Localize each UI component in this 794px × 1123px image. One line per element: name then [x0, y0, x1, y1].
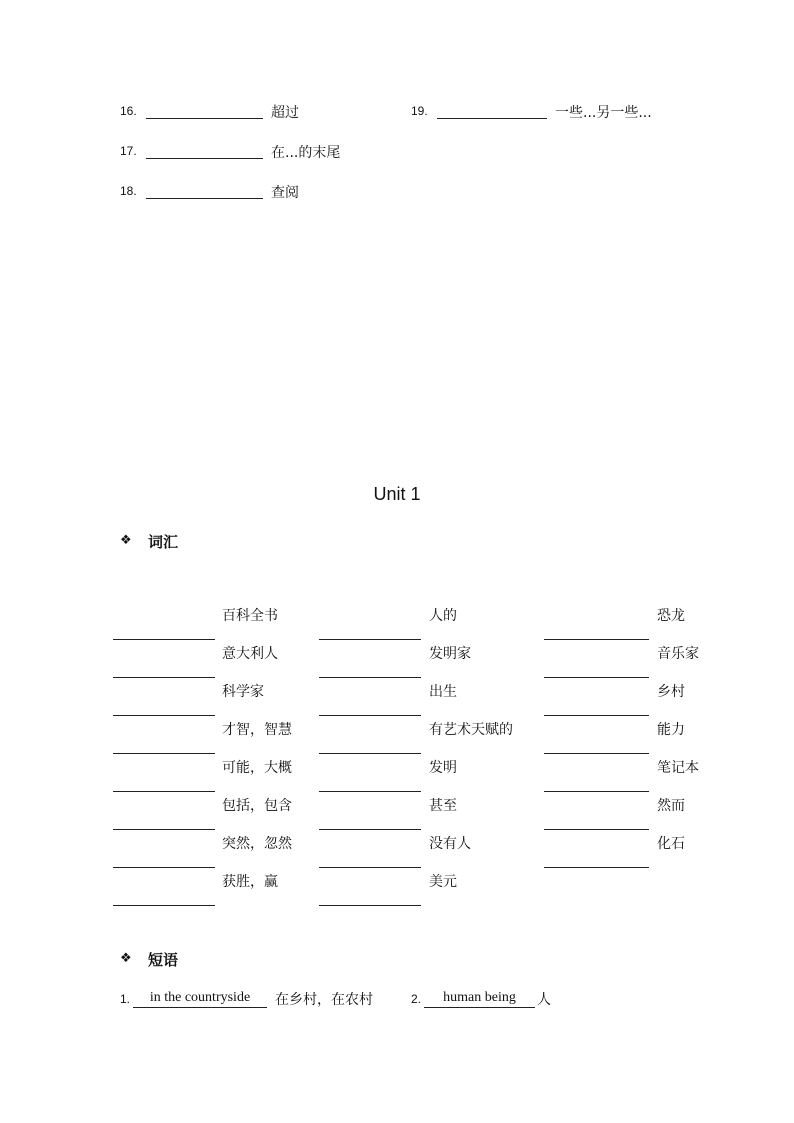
vocab-meaning: 可能，大概 — [222, 760, 292, 776]
answer-blank[interactable] — [113, 639, 215, 640]
answer-blank[interactable] — [437, 118, 547, 119]
answer-blank[interactable] — [146, 198, 263, 199]
item-number: 16. — [120, 104, 137, 118]
diamond-bullet-icon: ❖ — [120, 533, 132, 548]
vocab-meaning: 恐龙 — [657, 608, 685, 624]
vocab-meaning: 音乐家 — [657, 646, 699, 662]
answer-blank[interactable] — [113, 715, 215, 716]
answer-blank[interactable] — [544, 715, 649, 716]
vocab-heading: 词汇 — [148, 533, 179, 551]
item-number: 19. — [411, 104, 428, 118]
vocab-meaning: 乡村 — [657, 684, 685, 700]
vocab-meaning: 出生 — [429, 684, 457, 700]
vocab-meaning: 然而 — [657, 798, 685, 814]
vocab-meaning: 美元 — [429, 874, 457, 890]
answer-blank[interactable] — [544, 867, 649, 868]
item-meaning: 超过 — [271, 105, 299, 121]
answer-blank[interactable] — [544, 677, 649, 678]
vocab-meaning: 有艺术天赋的 — [429, 722, 513, 738]
answer-blank[interactable] — [113, 677, 215, 678]
answer-blank[interactable] — [133, 1007, 267, 1008]
answer-blank[interactable] — [544, 829, 649, 830]
answer-blank[interactable] — [113, 867, 215, 868]
filled-answer: human being — [443, 990, 516, 1005]
item-number: 2. — [411, 992, 422, 1006]
item-number: 1. — [120, 992, 131, 1006]
vocab-meaning: 能力 — [657, 722, 685, 738]
answer-blank[interactable] — [424, 1007, 535, 1008]
vocab-meaning: 包括，包含 — [222, 798, 292, 814]
answer-blank[interactable] — [544, 791, 649, 792]
vocab-meaning: 获胜，赢 — [222, 874, 278, 890]
answer-blank[interactable] — [544, 753, 649, 754]
phrase-meaning: 人 — [537, 992, 551, 1008]
vocab-meaning: 化石 — [657, 836, 685, 852]
item-meaning: 一些...另一些... — [555, 105, 652, 121]
unit-title: Unit 1 — [373, 484, 421, 504]
answer-blank[interactable] — [113, 753, 215, 754]
vocab-meaning: 科学家 — [222, 684, 264, 700]
vocab-meaning: 意大利人 — [222, 646, 278, 662]
answer-blank[interactable] — [319, 791, 421, 792]
answer-blank[interactable] — [113, 791, 215, 792]
answer-blank[interactable] — [319, 905, 421, 906]
answer-blank[interactable] — [113, 905, 215, 906]
vocab-meaning: 甚至 — [429, 798, 457, 814]
answer-blank[interactable] — [319, 753, 421, 754]
filled-answer: in the countryside — [149, 990, 251, 1005]
vocab-meaning: 没有人 — [429, 836, 471, 852]
vocab-meaning: 突然，忽然 — [222, 836, 292, 852]
answer-blank[interactable] — [146, 158, 263, 159]
diamond-bullet-icon: ❖ — [120, 951, 132, 966]
answer-blank[interactable] — [319, 677, 421, 678]
vocab-meaning: 百科全书 — [222, 608, 278, 624]
answer-blank[interactable] — [319, 639, 421, 640]
answer-blank[interactable] — [319, 867, 421, 868]
item-meaning: 在...的末尾 — [271, 145, 341, 161]
vocab-meaning: 才智，智慧 — [222, 722, 292, 738]
vocab-meaning: 人的 — [429, 608, 457, 624]
vocab-meaning: 笔记本 — [657, 760, 699, 776]
answer-blank[interactable] — [146, 118, 263, 119]
item-number: 17. — [120, 144, 137, 158]
item-meaning: 查阅 — [271, 185, 299, 201]
answer-blank[interactable] — [113, 829, 215, 830]
phrase-meaning: 在乡村，在农村 — [275, 992, 373, 1008]
vocab-meaning: 发明家 — [429, 646, 471, 662]
vocab-meaning: 发明 — [429, 760, 457, 776]
answer-blank[interactable] — [319, 829, 421, 830]
answer-blank[interactable] — [319, 715, 421, 716]
answer-blank[interactable] — [544, 639, 649, 640]
phrases-heading: 短语 — [148, 951, 179, 969]
item-number: 18. — [120, 184, 137, 198]
